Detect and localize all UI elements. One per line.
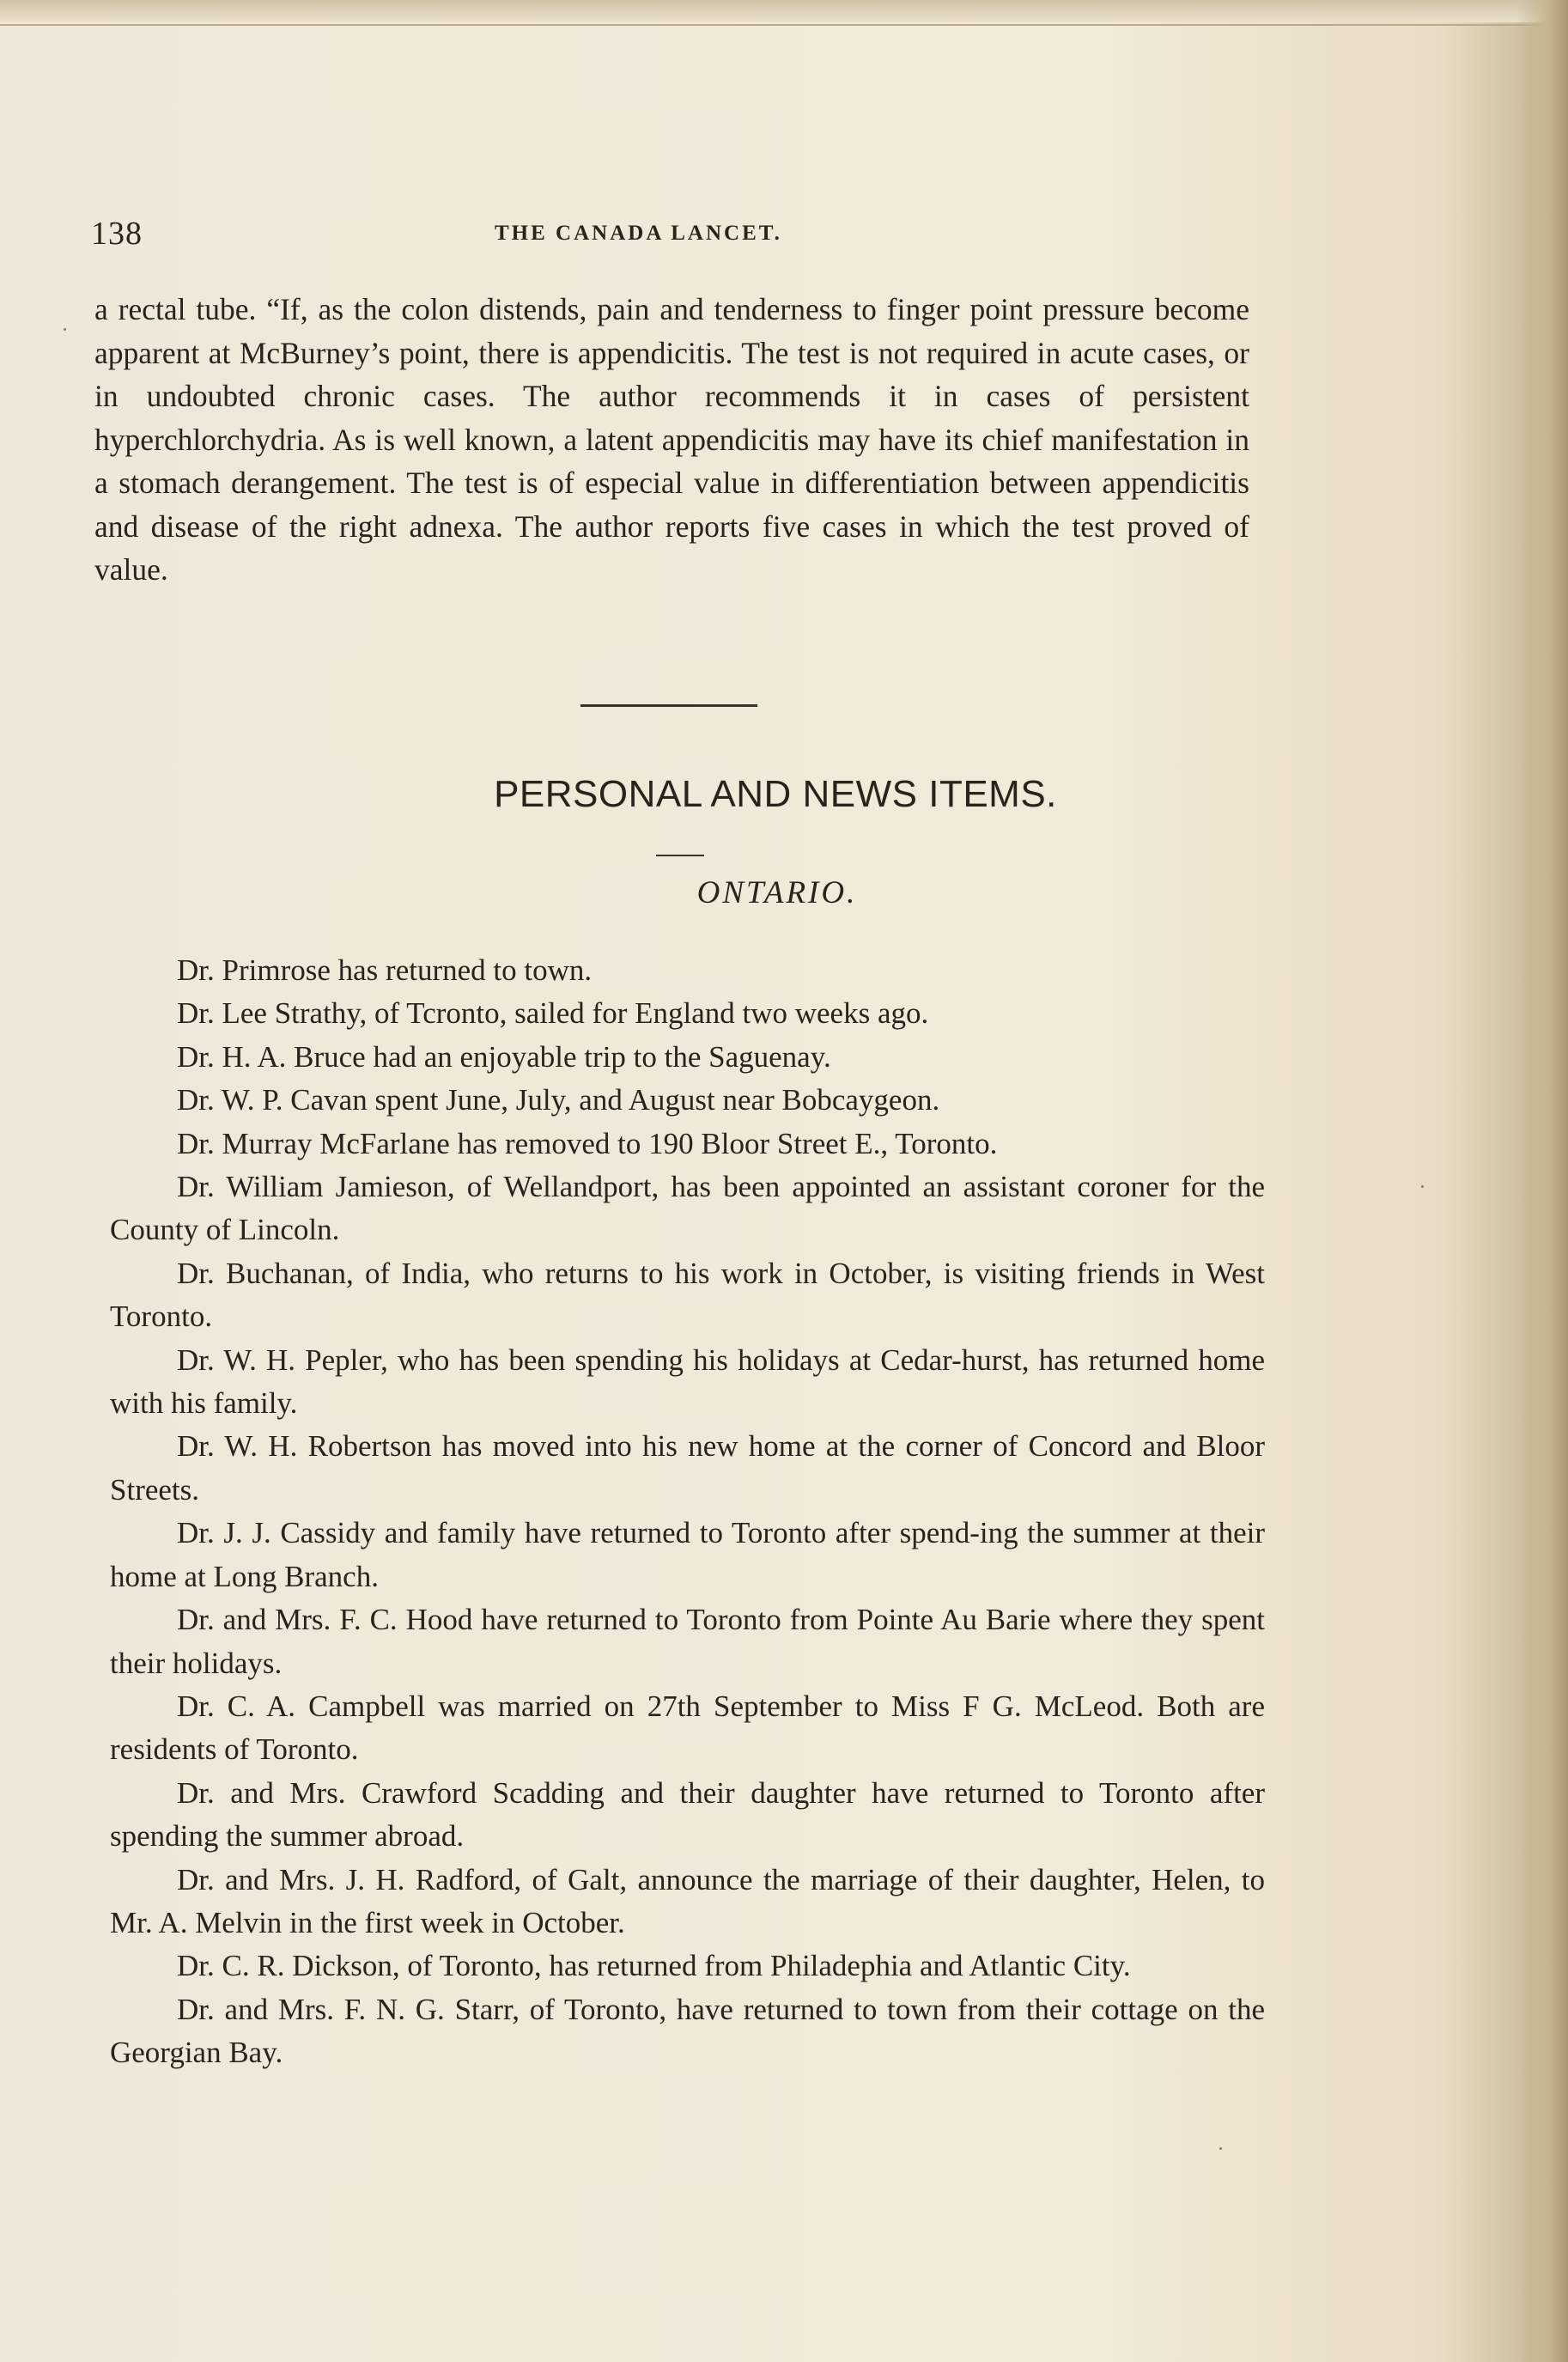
- news-item: Dr. William Jamieson, of Wellandport, has been appointed an assistant coroner for the County of Lincoln.: [110, 1170, 1265, 1247]
- page-number: 138: [91, 216, 143, 252]
- news-item: Dr. Primrose has returned to town.: [177, 953, 593, 987]
- page-top-edge: [0, 0, 1568, 22]
- news-item: Dr. Buchanan, of India, who returns to his work in October, is visiting friends in West Toronto.: [110, 1256, 1265, 1334]
- news-item: Dr. W. H. Robertson has moved into his new home at the corner of Concord and Bloor Streets.: [110, 1429, 1265, 1507]
- news-item: Dr. W. H. Pepler, who has been spending his holidays at Cedar-hurst, has returned home with his family.: [110, 1342, 1265, 1421]
- page-top-rule: [0, 24, 1568, 26]
- news-item: Dr. J. J. Cassidy and family have returned to Toronto after spend-ing the summer at their home at Long Branch.: [110, 1516, 1265, 1593]
- section-title-rule: [656, 855, 704, 856]
- news-item: Dr. and Mrs. F. C. Hood have returned to Toronto from Pointe Au Barie where they spent their holidays.: [110, 1603, 1265, 1680]
- news-items-list: [110, 949, 1265, 2075]
- news-item: Dr. and Mrs. F. N. G. Starr, of Toronto, have returned to town from their cottage on the Georgian Bay.: [110, 1992, 1265, 2070]
- news-item: Dr. and Mrs. J. H. Radford, of Galt, announce the marriage of their daughter, Helen, to Mr. A. Melvin in the first week in October.: [110, 1862, 1265, 1939]
- news-item: Dr. C. A. Campbell was married on 27th September to Miss F G. McLeod. Both are residents of Toronto.: [110, 1689, 1265, 1767]
- running-header: [91, 215, 1225, 258]
- news-item: Dr. W. P. Cavan spent June, July, and August near Bobcaygeon.: [177, 1083, 940, 1117]
- section-title: PERSONAL AND NEWS ITEMS.: [494, 773, 1057, 815]
- news-item: Dr. Lee Strathy, of Tcronto, sailed for England two weeks ago.: [177, 996, 929, 1031]
- news-item: Dr. C. R. Dickson, of Toronto, has returned from Philadephia and Atlantic City.: [177, 1949, 1131, 1983]
- intro-paragraph: a rectal tube. “If, as the colon distends, pain and tenderness to finger point pressure become apparent at McBurney’s point, there is appendicitis. The test is not required in acute cases, or in undoubted chronic cases. The author recommends it in cases of persistent hyperchlorchydria. As is well known, a latent appendicitis may have its chief manifestation in a stomach derangement. The test is of especial value in differentiation between appendicitis and disease of the right adnexa. The author reports five cases in which the test proved of value.: [94, 292, 1249, 587]
- running-title: THE CANADA LANCET.: [495, 222, 782, 245]
- paper-speck: [1219, 2147, 1222, 2150]
- page-binding-edge: [1516, 0, 1568, 2362]
- news-item: Dr. Murray McFarlane has removed to 190 Bloor Street E., Toronto.: [177, 1126, 998, 1160]
- paper-speck: [64, 328, 66, 331]
- section-divider: [580, 704, 757, 707]
- news-item: Dr. and Mrs. Crawford Scadding and their daughter have returned to Toronto after spending the summer abroad.: [110, 1775, 1265, 1854]
- subsection-title: ONTARIO.: [696, 875, 858, 910]
- paper-speck: [1421, 1185, 1424, 1188]
- news-item: Dr. H. A. Bruce had an enjoyable trip to the Saguenay.: [177, 1039, 831, 1074]
